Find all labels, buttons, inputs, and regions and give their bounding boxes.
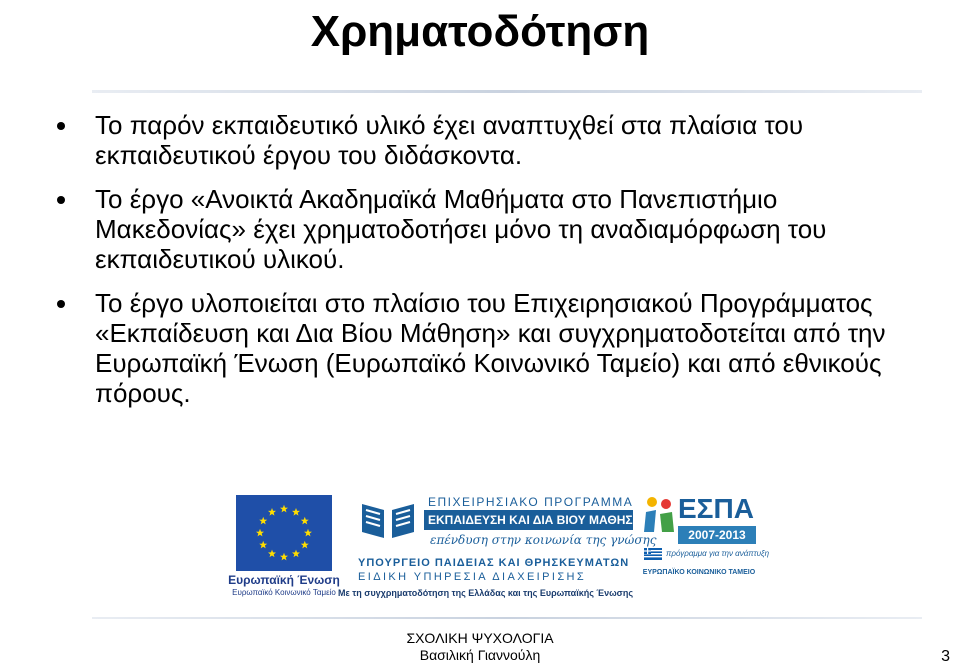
bullet-dot-icon xyxy=(57,122,65,130)
page-number: 3 xyxy=(941,648,950,665)
espa-slogan: πρόγραμμα για την ανάπτυξη xyxy=(666,549,770,558)
bullet-text: Το έργο «Ανοικτά Ακαδημαϊκά Μαθήματα στο Πανεπιστήμιο Μακεδονίας» έχει χρηματοδοτήσει μόνο τη αναδιαμόρφωση του εκπαιδευτικού υλικού. xyxy=(95,184,827,274)
cofunding-note: Με τη συγχρηματοδότηση της Ελλάδας και της Ευρωπαϊκής Ένωσης xyxy=(338,588,634,598)
programme-label: ΕΠΙΧΕΙΡΗΣΙΑΚΟ ΠΡΟΓΡΑΜΜΑ xyxy=(428,495,634,509)
espa-title: ΕΣΠΑ xyxy=(678,493,754,524)
bullet-text: Το έργο υλοποιείται στο πλαίσιο του Επιχειρησιακού Προγράμματος «Εκπαίδευση και Δια Βίου Μάθηση» και συγχρηματοδοτείται από την Ευρωπαϊκή Ένωση (Ευρωπαϊκό Κοινωνικό Ταμείο) και από εθνικούς πόρους. xyxy=(95,288,886,408)
bullet-item xyxy=(95,184,915,274)
footer-divider xyxy=(92,617,922,619)
espa-logo xyxy=(640,490,770,602)
bullet-text: Το παρόν εκπαιδευτικό υλικό έχει αναπτυχθεί στα πλαίσια του εκπαιδευτικού έργου του διδάσκοντα. xyxy=(95,110,804,170)
managing-authority: ΕΙΔΙΚΗ ΥΠΗΡΕΣΙΑ ΔΙΑΧΕΙΡΙΣΗΣ xyxy=(358,571,587,583)
open-book-icon xyxy=(358,494,418,554)
bullet-item xyxy=(95,110,915,170)
eu-name: Ευρωπαϊκή Ένωση xyxy=(228,573,340,587)
funding-logos xyxy=(0,490,960,605)
bullet-item xyxy=(95,288,915,408)
title-divider xyxy=(92,90,922,93)
greek-flag-icon xyxy=(644,548,662,560)
programme-slogan: επένδυση στην κοινωνία της γνώσης xyxy=(430,533,657,547)
education-programme-logo xyxy=(338,490,657,602)
slide-title: Χρηματοδότηση xyxy=(310,7,650,56)
eu-fund: Ευρωπαϊκό Κοινωνικό Ταμείο xyxy=(232,588,336,597)
ministry-name: ΥΠΟΥΡΓΕΙΟ ΠΑΙΔΕΙΑΣ ΚΑΙ ΘΡΗΣΚΕΥΜΑΤΩΝ xyxy=(358,557,630,569)
espa-fund: ΕΥΡΩΠΑΪΚΟ ΚΟΙΝΩΝΙΚΟ ΤΑΜΕΙΟ xyxy=(642,569,756,576)
programme-name: ΕΚΠΑΙΔΕΥΣΗ ΚΑΙ ΔΙΑ ΒΙΟΥ ΜΑΘΗΣΗ xyxy=(424,510,633,530)
footer-author: Βασιλική Γιαννούλη xyxy=(419,647,541,663)
espa-figure-icon xyxy=(642,494,676,534)
bullet-list xyxy=(95,110,915,422)
bullet-dot-icon xyxy=(57,196,65,204)
bullet-dot-icon xyxy=(57,300,65,308)
eu-flag-icon xyxy=(236,495,332,571)
espa-years: 2007-2013 xyxy=(678,526,756,544)
eu-logo xyxy=(228,490,340,602)
footer-course: ΣΧΟΛΙΚΗ ΨΥΧΟΛΟΓΙΑ xyxy=(406,630,554,646)
